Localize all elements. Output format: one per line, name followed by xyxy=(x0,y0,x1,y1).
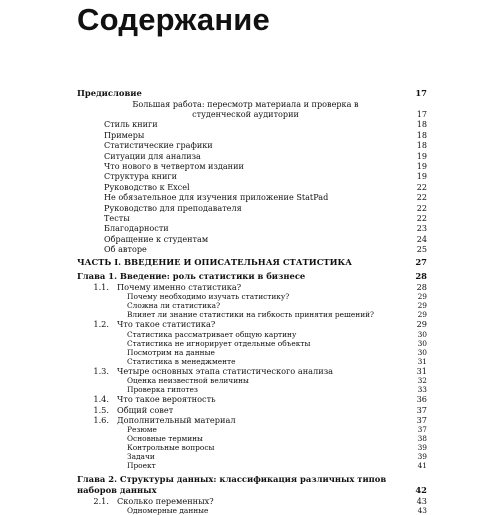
toc-entry-title: Статистика не игнорирует отдельные объекты xyxy=(127,338,311,348)
toc-entry xyxy=(77,192,427,202)
toc-entry-title: Четыре основных этапа статистического анализа xyxy=(117,365,334,376)
table-of-contents xyxy=(77,88,427,515)
toc-entry-title: Основные термины xyxy=(127,434,203,444)
toc-subsection xyxy=(77,301,427,310)
toc-section-number: 1.1. xyxy=(93,281,109,292)
toc-entry-title: Об авторе xyxy=(104,244,147,255)
toc-entry xyxy=(77,161,427,171)
toc-page-number: 25 xyxy=(416,244,427,255)
toc-entry-title: Оценка неизвестной величины xyxy=(127,376,249,386)
toc-entry xyxy=(77,213,427,223)
toc-section xyxy=(77,496,427,506)
toc-page-number: 38 xyxy=(417,434,427,444)
toc-entry-title: Ситуации для анализа xyxy=(104,150,201,161)
toc-page-number: 24 xyxy=(416,233,427,244)
toc-section xyxy=(77,366,427,376)
toc-entry-title: Почему именно статистика? xyxy=(117,281,242,292)
toc-page-number: 37 xyxy=(417,424,427,434)
toc-entry-title: Благодарности xyxy=(104,223,169,234)
toc-page-number: 29 xyxy=(416,319,427,330)
toc-subsection xyxy=(77,461,427,470)
toc-page-number: 36 xyxy=(416,394,427,405)
toc-section xyxy=(77,415,427,425)
toc-page-number: 39 xyxy=(417,452,427,462)
toc-section-number: 1.6. xyxy=(93,414,109,425)
toc-entry-title: Резюме xyxy=(127,424,157,434)
toc-page-number: 43 xyxy=(417,505,427,515)
toc-entry-title: Большая работа: пересмотр материала и проверка в студенческой аудитории xyxy=(132,98,359,119)
toc-entry xyxy=(77,244,427,254)
toc-entry xyxy=(77,140,427,150)
toc-page-number: 37 xyxy=(416,414,427,425)
toc-entry xyxy=(77,234,427,244)
toc-entry-title: Проект xyxy=(127,461,156,471)
toc-subsection xyxy=(77,425,427,434)
toc-entry-title: Сколько переменных? xyxy=(117,495,214,506)
toc-entry xyxy=(77,88,427,99)
toc-subsection xyxy=(77,330,427,339)
toc-entry-title: Статистические графики xyxy=(104,140,213,151)
toc-entry-title: Общий совет xyxy=(117,404,174,415)
toc-page-number: 32 xyxy=(417,376,427,386)
toc-page-number: 42 xyxy=(415,485,427,495)
toc-page-number: 33 xyxy=(417,385,427,395)
toc-page-number: 41 xyxy=(417,461,427,471)
toc-section-number: 1.2. xyxy=(93,319,109,330)
toc-page-number: 28 xyxy=(415,271,427,282)
toc-page-number: 29 xyxy=(417,301,427,311)
toc-entry-title: ЧАСТЬ I. ВВЕДЕНИЕ И ОПИСАТЕЛЬНАЯ СТАТИСТИКА xyxy=(77,256,352,267)
toc-subsection xyxy=(77,292,427,301)
toc-entry-title: Глава 2. Структуры данных: классификация различных типов наборов данных xyxy=(77,474,387,495)
toc-page-number: 30 xyxy=(417,347,427,357)
toc-subsection xyxy=(77,443,427,452)
toc-entry-title: Стиль книги xyxy=(104,119,158,130)
toc-entry-title: Что такое статистика? xyxy=(117,319,216,330)
toc-entry-title: Что нового в четвертом издании xyxy=(104,161,244,172)
toc-section-number: 1.4. xyxy=(93,394,109,405)
toc-page-number: 19 xyxy=(416,171,427,182)
toc-section-number: 1.3. xyxy=(93,365,109,376)
toc-subsection xyxy=(77,376,427,385)
toc-entry-title: Контрольные вопросы xyxy=(127,443,215,453)
toc-page-number: 19 xyxy=(416,161,427,172)
toc-entry-title: Статистика рассматривает общую картину xyxy=(127,329,297,339)
toc-part-heading xyxy=(77,257,427,268)
toc-page-number: 22 xyxy=(416,181,427,192)
toc-page-number: 43 xyxy=(416,495,427,506)
toc-section-number: 2.1. xyxy=(93,495,109,506)
toc-page-number: 18 xyxy=(416,119,427,130)
toc-page-number: 18 xyxy=(416,140,427,151)
toc-entry-title: Примеры xyxy=(104,129,145,140)
toc-section xyxy=(77,405,427,415)
toc-subsection xyxy=(77,357,427,366)
toc-entry-title: Посмотрим на данные xyxy=(127,347,215,357)
toc-page-number: 27 xyxy=(415,256,427,267)
toc-entry-title: Что такое вероятность xyxy=(117,394,216,405)
toc-entry xyxy=(77,99,427,120)
toc-page-number: 17 xyxy=(416,109,427,119)
toc-chapter-heading xyxy=(77,271,427,282)
toc-chapter-heading xyxy=(77,474,427,495)
toc-page-number: 29 xyxy=(417,310,427,320)
toc-subsection xyxy=(77,385,427,394)
toc-entry xyxy=(77,182,427,192)
toc-entry xyxy=(77,203,427,213)
toc-page-number: 31 xyxy=(416,365,427,376)
toc-entry xyxy=(77,151,427,161)
toc-section-number: 1.5. xyxy=(93,404,109,415)
toc-page-number: 37 xyxy=(416,404,427,415)
toc-entry-title: Руководство для преподавателя xyxy=(104,202,242,213)
toc-entry-title: Задачи xyxy=(127,452,155,462)
toc-section xyxy=(77,282,427,292)
toc-entry-title: Руководство к Excel xyxy=(104,181,190,192)
toc-section xyxy=(77,319,427,329)
toc-page-number: 39 xyxy=(417,443,427,453)
toc-entry xyxy=(77,119,427,129)
toc-page-number: 18 xyxy=(416,129,427,140)
toc-subsection xyxy=(77,452,427,461)
toc-entry-title: Проверка гипотез xyxy=(127,385,198,395)
toc-page-number: 22 xyxy=(416,213,427,224)
toc-page-number: 28 xyxy=(416,281,427,292)
toc-entry-title: Дополнительный материал xyxy=(117,414,236,425)
toc-entry-title: Не обязательное для изучения приложение StatPad xyxy=(104,192,329,203)
toc-page-number: 30 xyxy=(417,338,427,348)
toc-entry xyxy=(77,171,427,181)
toc-entry xyxy=(77,130,427,140)
toc-subsection xyxy=(77,348,427,357)
toc-entry-title: Почему необходимо изучать статистику? xyxy=(127,292,290,302)
toc-page-number: 22 xyxy=(416,202,427,213)
toc-section xyxy=(77,394,427,404)
toc-entry-title: Глава 1. Введение: роль статистики в бизнесе xyxy=(77,271,306,282)
toc-page-number: 23 xyxy=(416,223,427,234)
page-title: Содержание xyxy=(77,2,270,37)
toc-entry-title: Структура книги xyxy=(104,171,177,182)
toc-entry xyxy=(77,223,427,233)
toc-subsection xyxy=(77,339,427,348)
toc-entry-title: Сложна ли статистика? xyxy=(127,301,221,311)
toc-subsection xyxy=(77,506,427,515)
toc-subsection xyxy=(77,434,427,443)
toc-entry-title: Одномерные данные xyxy=(127,505,209,515)
toc-entry-title: Тесты xyxy=(104,213,130,224)
toc-page-number: 17 xyxy=(415,88,427,98)
toc-entry-title: Статистика в менеджменте xyxy=(127,356,236,366)
toc-entry-title: Влияет ли знание статистики на гибкость принятия решений? xyxy=(127,310,375,320)
toc-subsection xyxy=(77,310,427,319)
toc-page-number: 31 xyxy=(417,356,427,366)
toc-page-number: 19 xyxy=(416,150,427,161)
toc-page-number: 22 xyxy=(416,192,427,203)
toc-entry-title: Обращение к студентам xyxy=(104,233,209,244)
toc-page-number: 30 xyxy=(417,329,427,339)
toc-entry-title: Предисловие xyxy=(77,88,142,98)
toc-page-number: 29 xyxy=(417,292,427,302)
